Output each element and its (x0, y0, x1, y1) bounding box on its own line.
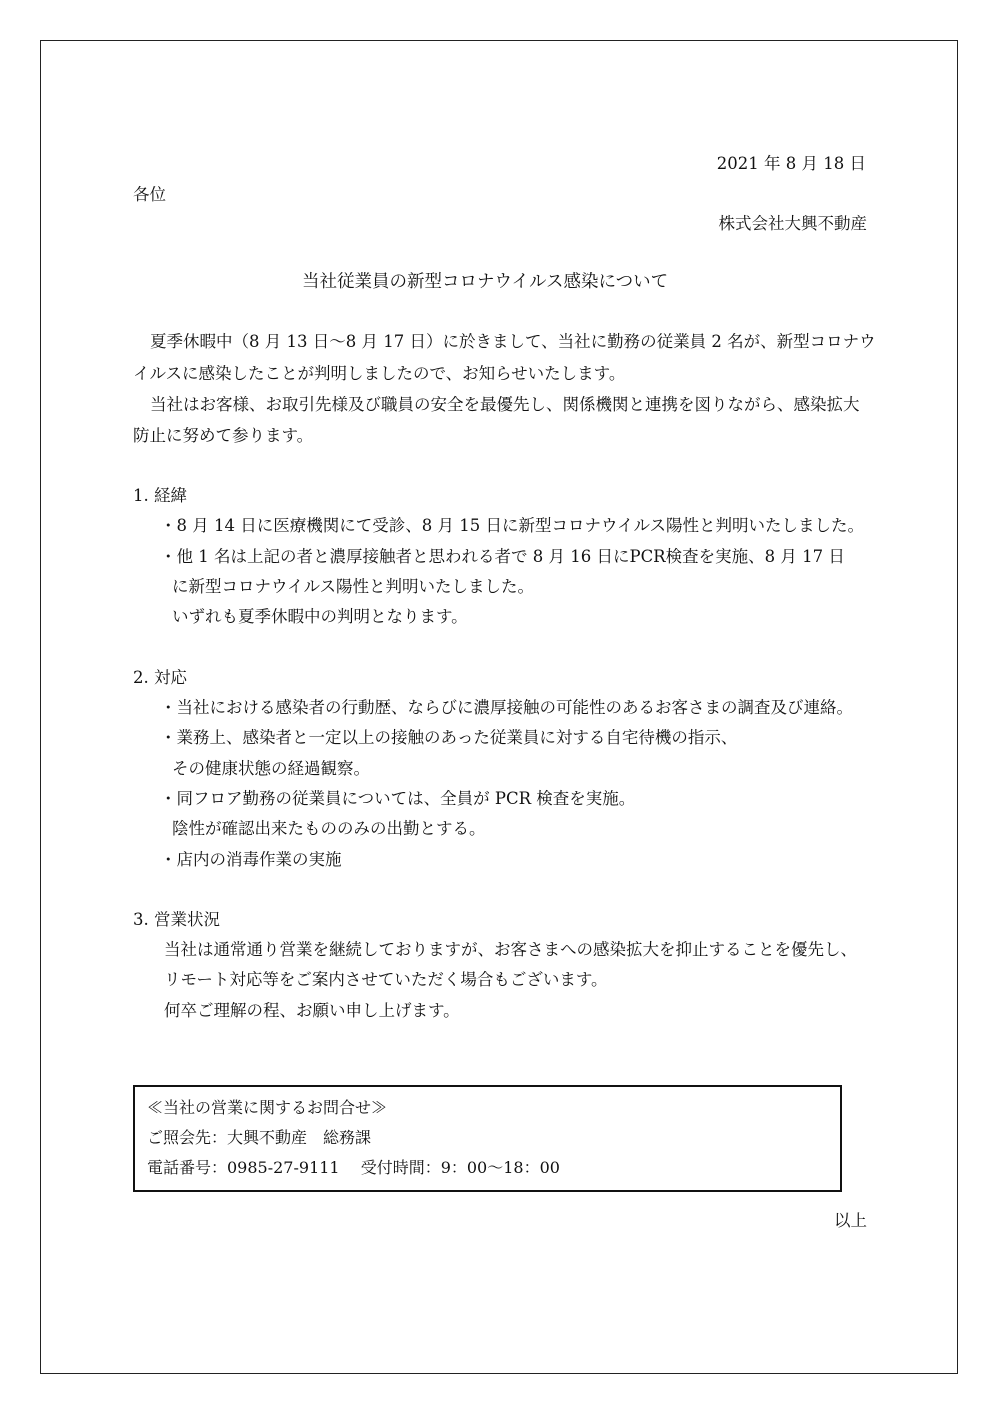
section-3-heading: 3. 営業状況 (133, 910, 220, 929)
section-2-line: その健康状態の経過観察。 (172, 759, 370, 778)
contact-heading: ≪当社の営業に関するお問合せ≫ (147, 1098, 388, 1117)
section-3-line: 当社は通常通り営業を継続しておりますが、お客さまへの感染拡大を抑止することを優先し、 (164, 940, 857, 959)
section-1-line: ・8 月 14 日に医療機関にて受診、8 月 15 日に新型コロナウイルス陽性と判明いたしました。 (160, 516, 864, 535)
recipient: 各位 (133, 185, 166, 204)
document-title: 当社従業員の新型コロナウイルス感染について (302, 272, 669, 292)
section-2-line: ・業務上、感染者と一定以上の接触のあった従業員に対する自宅待機の指示、 (160, 728, 738, 747)
contact-phone: 電話番号：0985-27-9111 受付時間：9：00～18：00 (147, 1158, 560, 1177)
company-name: 株式会社大興不動産 (718, 214, 867, 233)
contact-department: ご照会先：大興不動産 総務課 (147, 1128, 372, 1147)
section-2-heading: 2. 対応 (133, 668, 187, 687)
intro-paragraph-1-line-1: 夏季休暇中（8 月 13 日～8 月 17 日）に於きまして、当社に勤務の従業員 2 名が、新型コロナウ (150, 332, 876, 351)
section-2-line: ・当社における感染者の行動歴、ならびに濃厚接触の可能性のあるお客さまの調査及び連絡。 (160, 698, 853, 717)
section-3-line: リモート対応等をご案内させていただく場合もございます。 (164, 970, 608, 989)
closing-text: 以上 (834, 1211, 867, 1230)
section-1-line: ・他 1 名は上記の者と濃厚接触者と思われる者で 8 月 16 日にPCR検査を実施、8 月 17 日 (160, 547, 845, 566)
section-1-heading: 1. 経緯 (133, 486, 187, 505)
document-date: 2021 年 8 月 18 日 (716, 154, 866, 173)
section-2-line: ・店内の消毒作業の実施 (160, 850, 342, 869)
contact-box (133, 1085, 842, 1192)
intro-paragraph-2-line-2: 防止に努めて参ります。 (133, 426, 314, 445)
section-1-line: いずれも夏季休暇中の判明となります。 (172, 607, 468, 626)
section-2-line: 陰性が確認出来たもののみの出勤とする。 (172, 819, 486, 838)
section-3-line: 何卒ご理解の程、お願い申し上げます。 (164, 1001, 460, 1020)
intro-paragraph-1-line-2: イルスに感染したことが判明しましたので、お知らせいたします。 (133, 364, 626, 383)
section-1-line: に新型コロナウイルス陽性と判明いたしました。 (172, 577, 535, 596)
intro-paragraph-2-line-1: 当社はお客様、お取引先様及び職員の安全を最優先し、関係機関と連携を図りながら、感染拡大 (150, 395, 860, 414)
section-2-line: ・同フロア勤務の従業員については、全員が PCR 検査を実施。 (160, 789, 636, 808)
